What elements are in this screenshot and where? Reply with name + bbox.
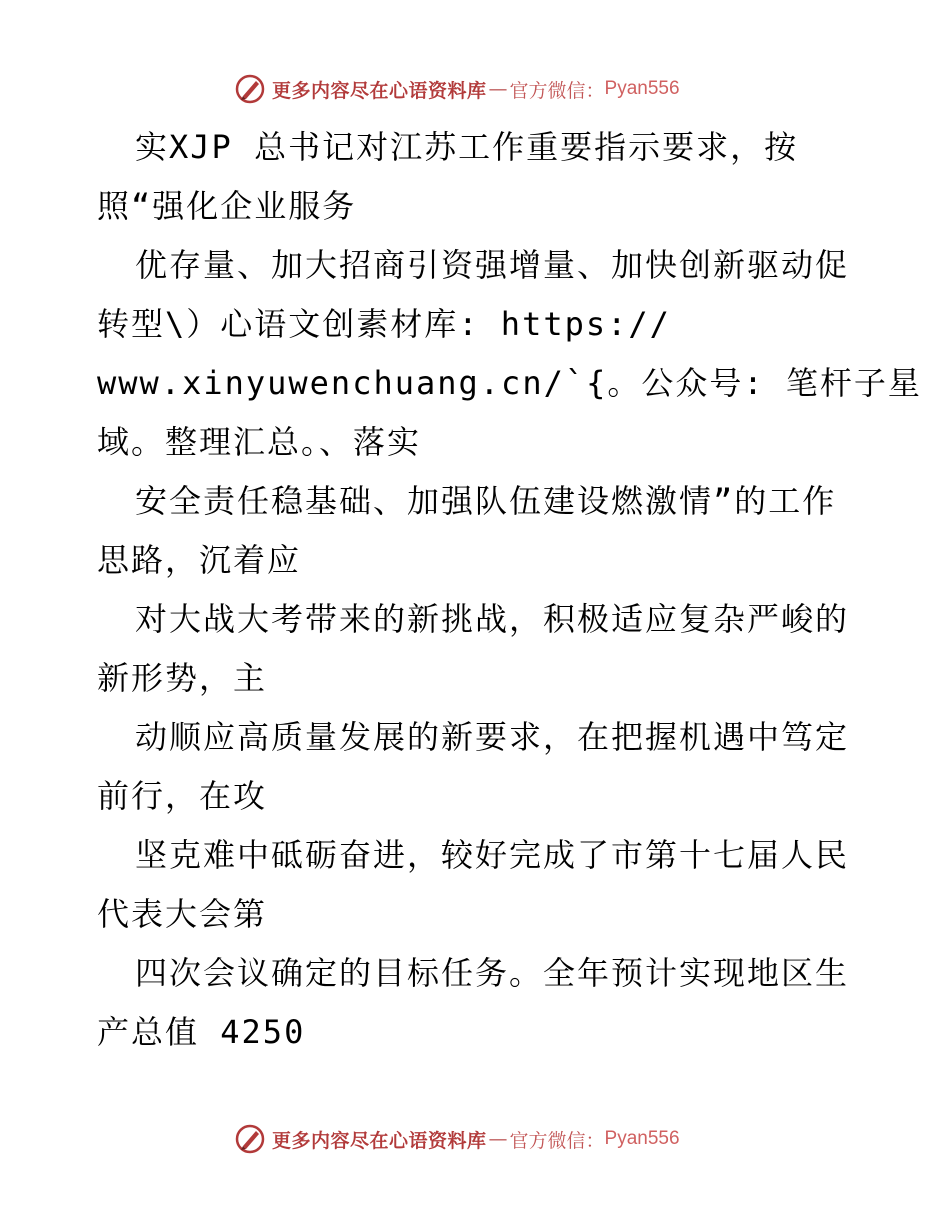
- banner-wechat-id: Pyan556: [604, 1128, 680, 1149]
- body-line: 域。整理汇总。、落实: [97, 423, 422, 461]
- header-watermark-banner: [234, 72, 680, 106]
- body-line: 前行，在攻: [97, 777, 268, 815]
- body-line: 照“强化企业服务: [97, 187, 357, 225]
- body-line: 坚克难中砥砺奋进，较好完成了市第十七届人民: [135, 836, 850, 874]
- banner-separator: —: [488, 1128, 508, 1150]
- body-line: 产总值 4250: [97, 1013, 306, 1051]
- footer-watermark-banner: [234, 1122, 680, 1156]
- body-line: 安全责任稳基础、加强队伍建设燃激情”的工作: [135, 482, 837, 520]
- body-line: 新形势，主: [97, 659, 268, 697]
- banner-separator: —: [488, 78, 508, 100]
- banner-label: 官方微信：: [509, 1129, 605, 1152]
- banner-wechat-id: Pyan556: [604, 78, 680, 99]
- pen-logo-icon: [234, 1123, 266, 1155]
- body-line: 代表大会第: [97, 895, 268, 933]
- banner-text: 更多内容尽在心语资料库: [272, 79, 487, 102]
- banner-label: 官方微信：: [509, 79, 605, 102]
- body-line: 实XJP 总书记对江苏工作重要指示要求，按: [135, 128, 799, 166]
- body-line: 思路，沉着应: [97, 541, 302, 579]
- body-line: www.xinyuwenchuang.cn/`{。公众号: 笔杆子星: [97, 364, 922, 402]
- document-body: [97, 118, 922, 1062]
- body-line: 优存量、加大招商引资强增量、加快创新驱动促: [135, 246, 850, 284]
- body-line: 动顺应高质量发展的新要求，在把握机遇中笃定: [135, 718, 850, 756]
- pen-logo-icon: [234, 73, 266, 105]
- body-line: 对大战大考带来的新挑战，积极适应复杂严峻的: [135, 600, 850, 638]
- banner-text: 更多内容尽在心语资料库: [272, 1129, 487, 1152]
- body-line: 四次会议确定的目标任务。全年预计实现地区生: [135, 954, 850, 992]
- body-line: 转型\）心语文创素材库: https://: [97, 305, 671, 343]
